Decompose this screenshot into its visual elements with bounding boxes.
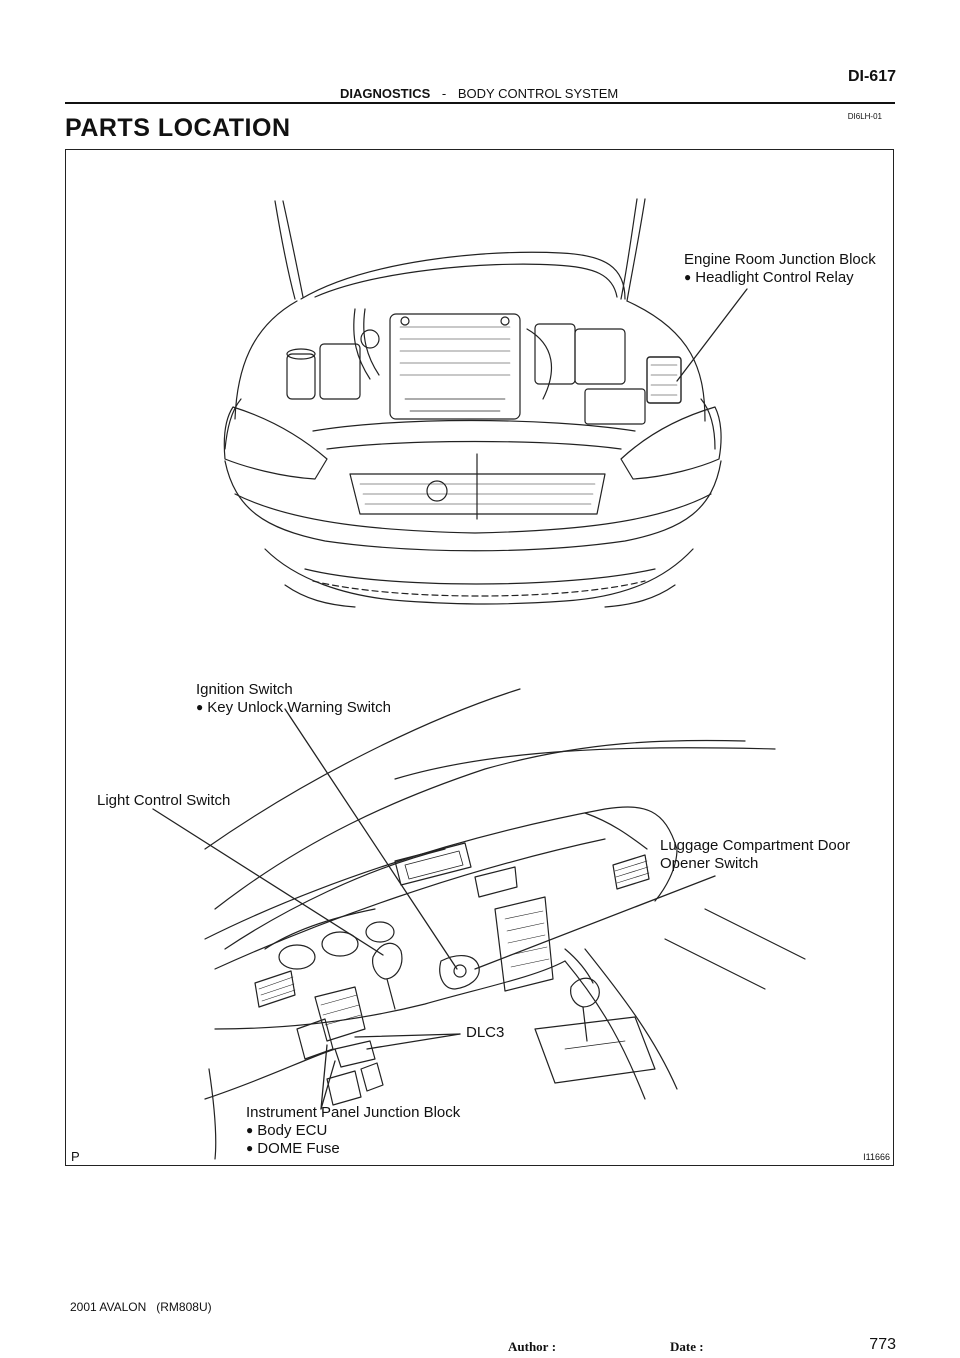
parts-location-illustration [65, 149, 894, 1166]
page-code: DI-617 [847, 68, 896, 85]
doc-id: DI6LH-01 [847, 112, 882, 121]
header-section-bold: DIAGNOSTICS [340, 86, 431, 101]
label-engine-room-jb-text: Engine Room Junction Block [684, 251, 876, 268]
label-ignition-switch [196, 681, 391, 717]
engine-compartment-drawing [224, 199, 721, 607]
running-header [340, 86, 618, 101]
label-headlight-control-relay: ● Headlight Control Relay [684, 269, 876, 287]
footer-page-number: 773 [869, 1336, 896, 1353]
header-section-rest: BODY CONTROL SYSTEM [457, 86, 619, 101]
footer-author: Author : [508, 1339, 557, 1354]
page-title: PARTS LOCATION [65, 114, 291, 142]
label-light-control-switch: Light Control Switch [97, 792, 231, 809]
label-dome-fuse: ● DOME Fuse [246, 1140, 460, 1158]
label-ignition-switch-text: Ignition Switch [196, 681, 293, 698]
figure-corner-mark: P [71, 1149, 80, 1164]
instrument-panel-drawing [205, 689, 805, 1159]
label-key-unlock-warning-switch: ● Key Unlock Warning Switch [196, 699, 391, 717]
label-luggage-opener-switch [660, 837, 850, 873]
footer-date: Date : [670, 1339, 704, 1354]
figure-id: I11666 [863, 1152, 890, 1162]
label-instrument-jb-text: Instrument Panel Junction Block [246, 1104, 461, 1121]
label-instrument-panel-junction-block [246, 1104, 460, 1158]
header-rule [65, 102, 895, 104]
label-body-ecu: ● Body ECU [246, 1122, 460, 1140]
header-separator: - [441, 86, 447, 101]
label-luggage-line1: Luggage Compartment Door [660, 837, 851, 854]
label-dlc3: DLC3 [466, 1024, 505, 1041]
label-luggage-line2: Opener Switch [660, 855, 759, 872]
footer-model: 2001 AVALON (RM808U) [70, 1300, 212, 1314]
label-engine-room-junction-block [684, 251, 876, 287]
